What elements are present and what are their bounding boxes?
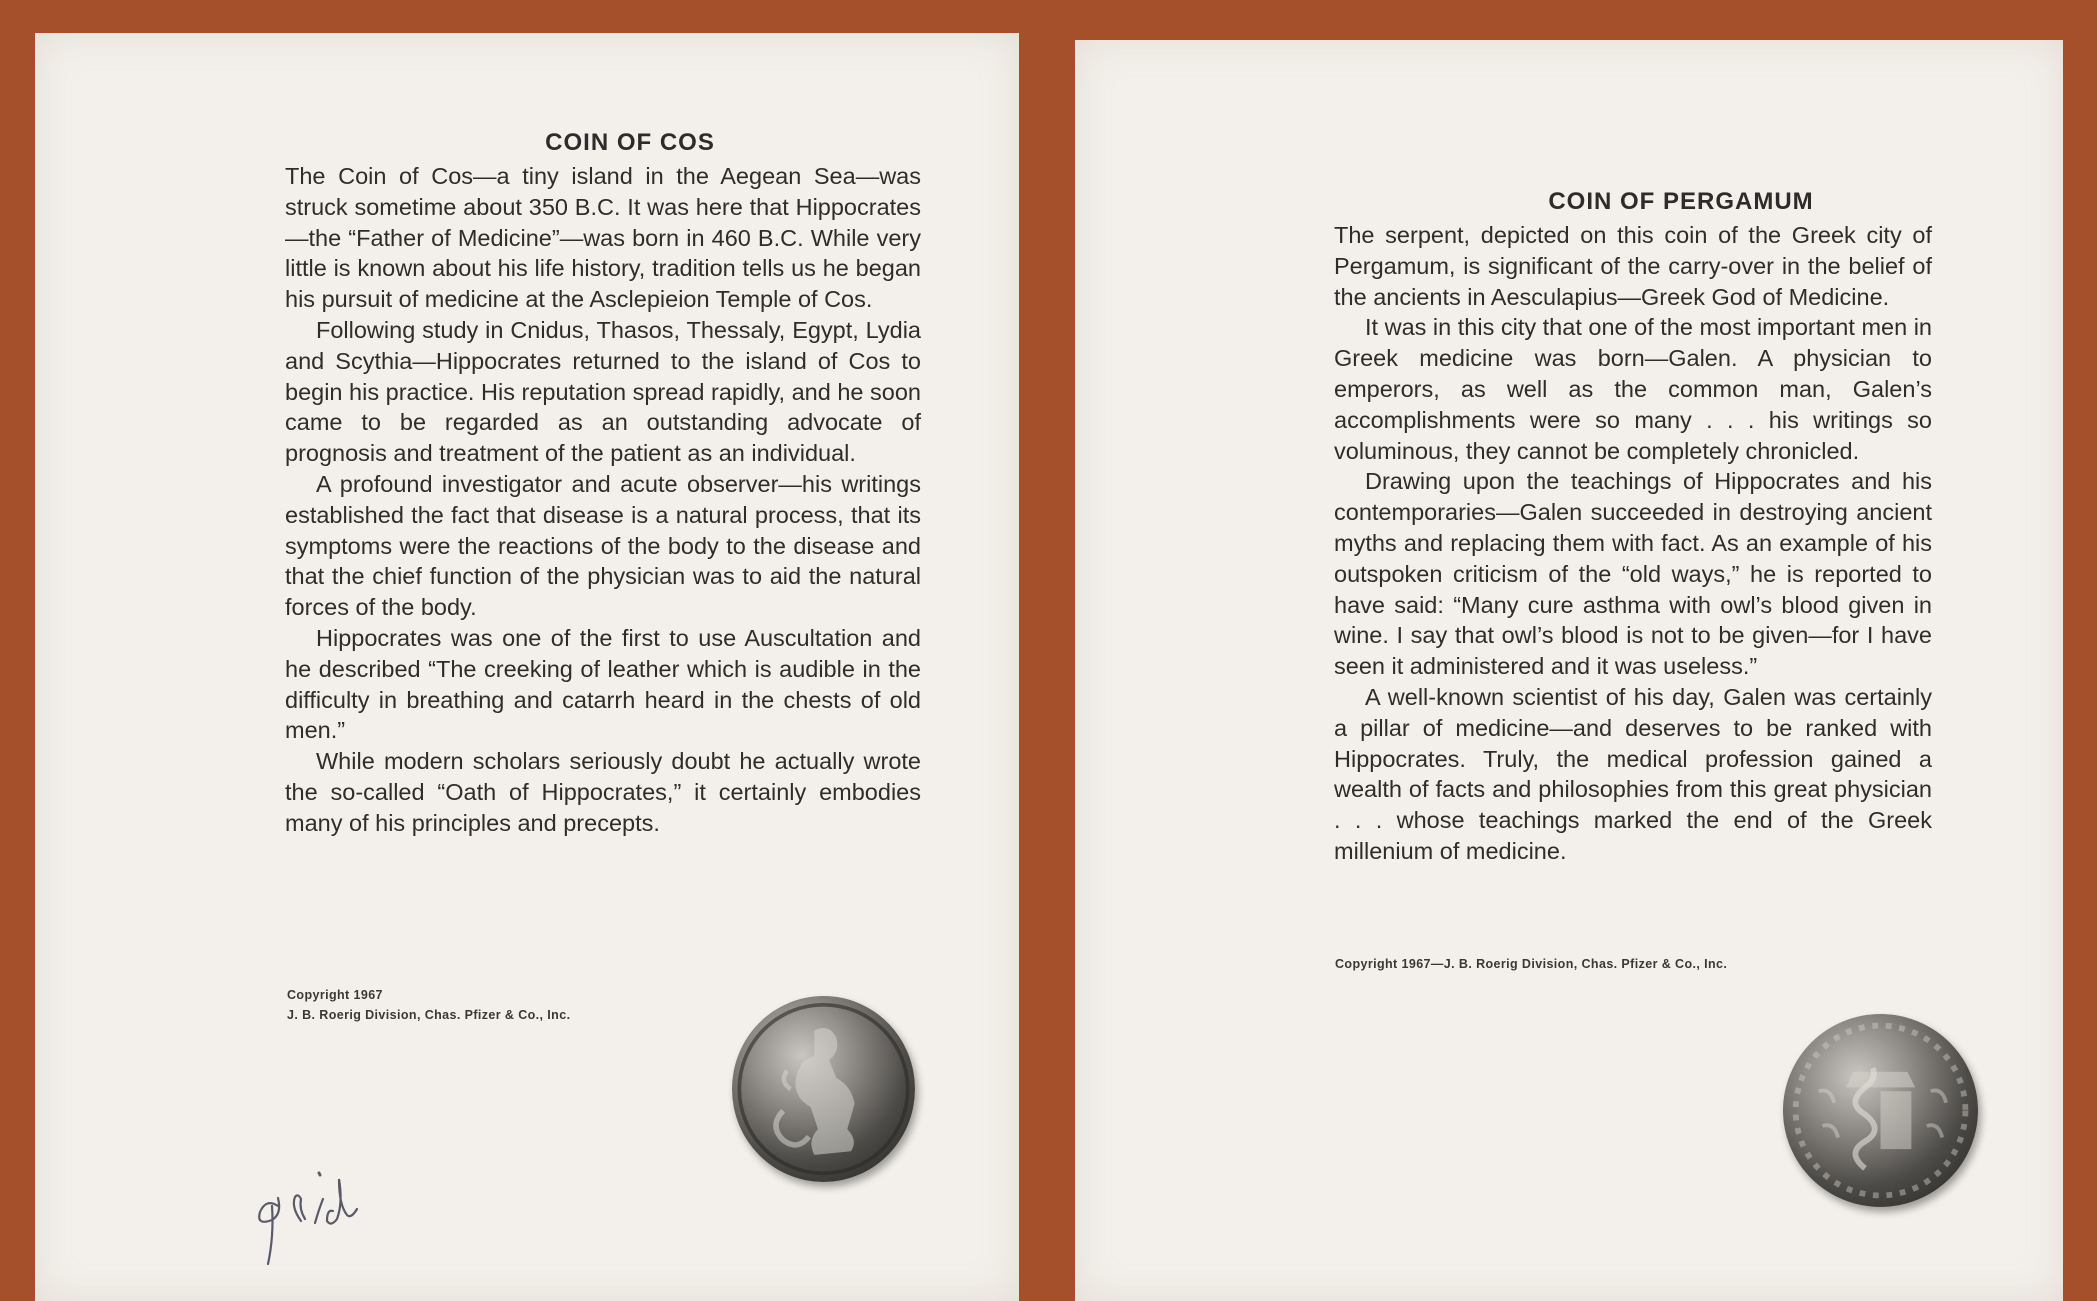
coin-of-pergamum-image	[1783, 1014, 1978, 1207]
card-title: COIN OF COS	[545, 129, 715, 156]
copyright-line: J. B. Roerig Division, Chas. Pfizer & Co., Inc.	[287, 1008, 571, 1022]
card-coin-of-pergamum	[1075, 40, 2063, 1301]
card-title: COIN OF PERGAMUM	[1548, 188, 1814, 215]
copyright-notice: Copyright 1967—J. B. Roerig Division, Chas. Pfizer & Co., Inc.	[1335, 957, 1728, 971]
paragraph: Hippocrates was one of the first to use Auscultation and he described “The creeking of leather which is audible in the difficulty in breathing and catarrh heard in the chests of old men.”	[285, 624, 921, 744]
paragraph: It was in this city that one of the most important men in Greek medicine was born—Galen. A physician to emperors, as well as the common man, Galen’s accomplishments were so many . . . his writings so voluminous, they cannot be completely chronicled.	[1334, 314, 1932, 464]
copyright-line: Copyright 1967	[287, 988, 383, 1002]
coin-figure-icon	[732, 996, 915, 1182]
card-coin-of-cos	[35, 33, 1019, 1301]
card-body	[285, 161, 921, 839]
card-body	[1334, 220, 1932, 867]
paragraph: A well-known scientist of his day, Galen was certainly a pillar of medicine—and deserves to be ranked with Hippocrates. Truly, the medical profession gained a wealth of facts and philosophies from this great physician . . . whose teachings marked the end of the Greek millenium of medicine.	[1334, 683, 1932, 864]
paragraph: A profound investigator and acute observer—his writings established the fact that disease is a natural process, that its symptoms were the reactions of the body to the disease and that the chief function of the physician was to aid the natural forces of the body.	[285, 470, 921, 621]
paragraph: Following study in Cnidus, Thasos, Thessaly, Egypt, Lydia and Scythia—Hippocrates returned to the island of Cos to begin his practice. His reputation spread rapidly, and he soon came to be regarded as an outstanding advocate of prognosis and treatment of the patient as an individual.	[285, 316, 921, 467]
paragraph: The Coin of Cos—a tiny island in the Aegean Sea—was struck sometime about 350 B.C. It was here that Hippocrates—the “Father of Medicine”—was born in 460 B.C. While very little is known about his life history, tradition tells us he began his pursuit of medicine at the Asclepieion Temple of Cos.	[285, 163, 921, 313]
coin-of-cos-image	[732, 996, 915, 1182]
paragraph: Drawing upon the teachings of Hippocrates and his contemporaries—Galen succeeded in destroying ancient myths and replacing them with fact. As an example of his outspoken criticism of the “old ways,” he is reported to have said: “Many cure asthma with owl’s blood given in wine. I say that owl’s blood is not to be given—for I have seen it administered and it was useless.”	[1334, 468, 1932, 680]
paragraph: While modern scholars seriously doubt he actually wrote the so-called “Oath of Hippocrates,” it certainly embodies many of his principles and precepts.	[285, 748, 921, 836]
paragraph: The serpent, depicted on this coin of the Greek city of Pergamum, is significant of the carry-over in the belief of the ancients in Aesculapius—Greek God of Medicine.	[1334, 222, 1932, 310]
coin-serpent-icon	[1783, 1014, 1978, 1207]
copyright-notice	[287, 985, 570, 1025]
handwritten-signature	[253, 1151, 433, 1271]
